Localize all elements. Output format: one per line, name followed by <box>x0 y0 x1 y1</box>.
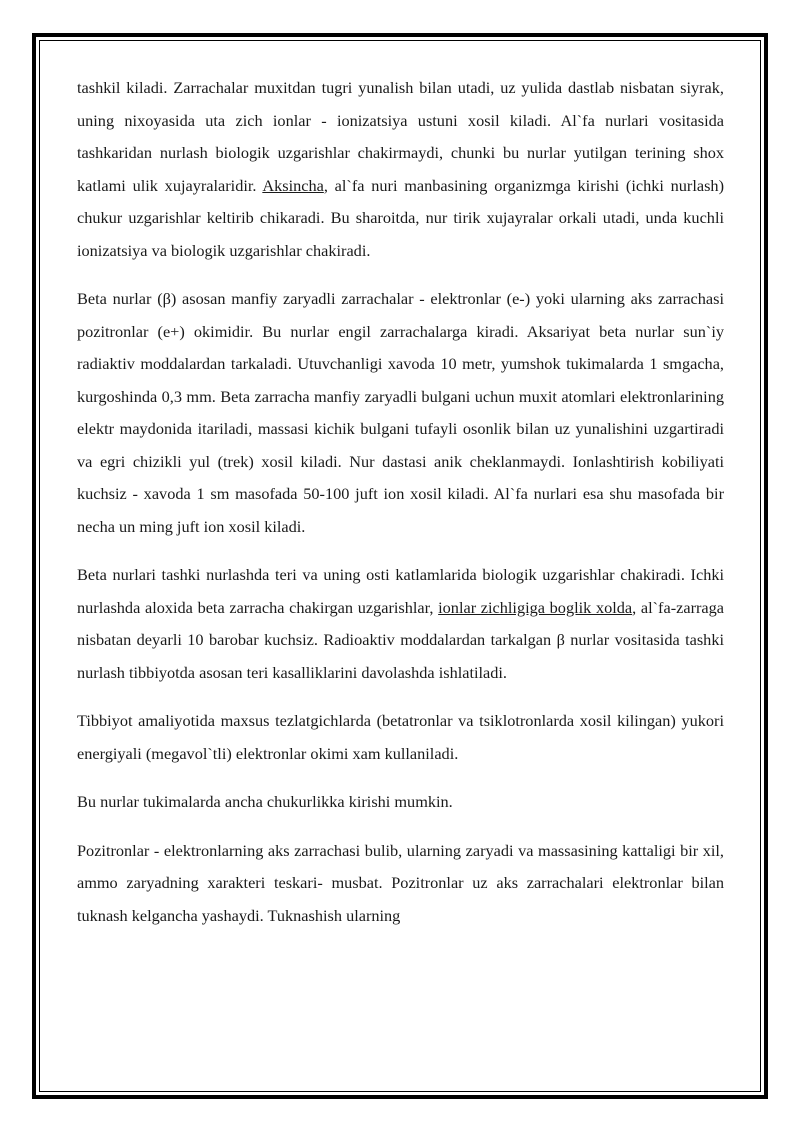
paragraph-positrons <box>77 835 724 933</box>
text-segment: tashkil kiladi. Zarrachalar muxitdan tugri yunalish bilan utadi, uz yulida dastlab nisbatan siyrak, uning nixoyasida uta zich ionlar - ionizatsiya ustuni xosil kiladi. Al`fa nurlari vositasida tashkaridan nurlash biologik uzgarishlar chakirmaydi, chunki bu nurlar yutilgan terining shox katlami ulik xujayralaridir. <box>77 78 724 195</box>
text-segment: Tibbiyot amaliyotida maxsus tezlatgichlarda (betatronlar va tsiklotronlarda xosil kilingan) yukori energiyali (megavol`tli) elektronlar okimi xam kullaniladi. <box>77 711 724 763</box>
text-segment: Beta nurlari tashki nurlashda teri va uning osti katlamlarida biologik uzgarishlar chakiradi. Ichki nurlashda aloxida beta zarracha chakirgan uzgarishlar, <box>77 565 724 617</box>
underlined-term: ionlar zichligiga boglik xolda <box>438 597 633 617</box>
paragraph-penetration <box>77 786 724 819</box>
text-segment: Beta nurlar (β) asosan manfiy zaryadli zarrachalar - elektronlar (e-) yoki ularning aks zarrachasi pozitronlar (e+) okimidir. Bu nurlar engil zarrachalarga kiradi. Aksariyat beta nurlar sun`iy radiaktiv moddalardan tarkaladi. Utuvchanligi xavoda 10 metr, yumshok tukimalarda 1 smgacha, kurgoshinda 0,3 mm. Beta zarracha manfiy zaryadli bulgani uchun muxit atomlari elektronlarining elektr maydonida itariladi, massasi kichik bulgani tufayli osonlik bilan uz yunalishini uzgartiradi va egri chizikli yul (trek) xosil kiladi. Nur dastasi anik cheklanmaydi. Ionlashtirish kobiliyati kuchsiz - xavoda 1 sm masofada 50-100 juft ion xosil kiladi. Al`fa nurlari esa shu masofada bir necha un ming juft ion xosil kiladi. <box>77 289 724 536</box>
paragraph-beta-rays <box>77 283 724 543</box>
paragraph-beta-effects <box>77 559 724 689</box>
text-segment: Pozitronlar - elektronlarning aks zarrachasi bulib, ularning zaryadi va massasining kattaligi bir xil, ammo zaryadning xarakteri teskari- musbat. Pozitronlar uz aks zarrachalari elektronlar bilan tuknash kelgancha yashaydi. Tuknashish ularning <box>77 840 724 925</box>
document-body <box>77 72 724 948</box>
paragraph-medical-practice <box>77 705 724 770</box>
text-segment: Bu nurlar tukimalarda ancha chukurlikka kirishi mumkin. <box>77 792 453 811</box>
text-segment: , al`fa nuri manbasining organizmga kirishi (ichki nurlash) chukur uzgarishlar keltirib chikaradi. Bu sharoitda, nur tirik xujayralar orkali utadi, unda kuchli ionizatsiya va biologik uzgarishlar chakiradi. <box>77 175 724 260</box>
text-segment: , al`fa-zarraga nisbatan deyarli 10 barobar kuchsiz. Radioaktiv moddalardan tarkalgan β nurlar vositasida tashki nurlash tibbiyotda asosan teri kasalliklarini davolashda ishlatiladi. <box>77 597 725 682</box>
paragraph-alpha-continued <box>77 72 724 267</box>
underlined-term: Aksincha <box>262 175 324 195</box>
